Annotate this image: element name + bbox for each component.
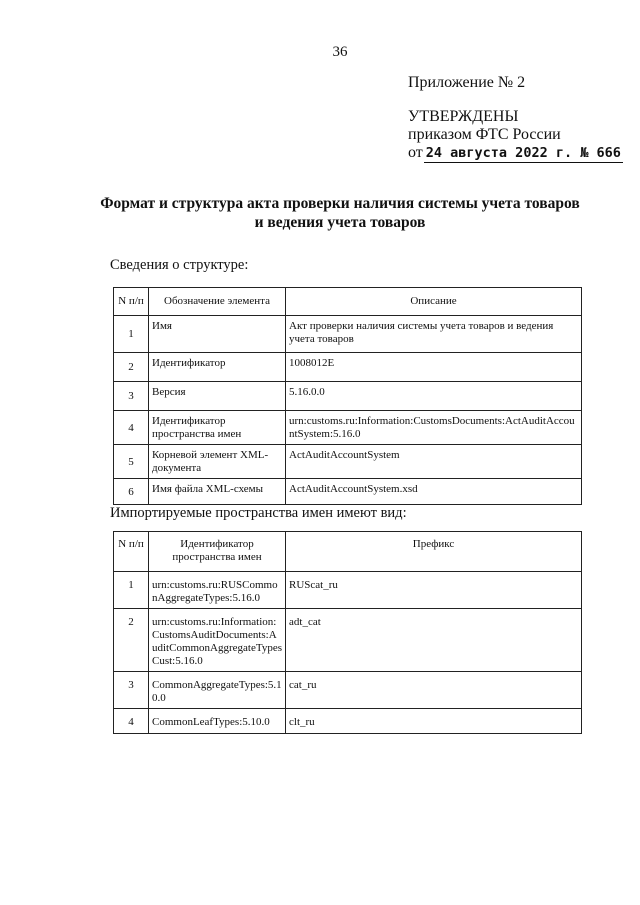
table-row: [114, 382, 582, 411]
table-row: [114, 316, 582, 353]
appendix-label: Приложение № 2: [408, 74, 526, 91]
column-header: Идентификатор пространства имен: [149, 532, 286, 572]
table-header-row: [114, 532, 582, 572]
row-number: 2: [114, 609, 149, 672]
element-description: 5.16.0.0: [286, 382, 582, 411]
approved-date-line: [408, 144, 623, 163]
row-number: 6: [114, 479, 149, 505]
table-row: [114, 572, 582, 609]
row-number: 4: [114, 411, 149, 445]
document-title: Формат и структура акта проверки наличия системы учета товаров и ведения учета товаров: [100, 195, 580, 231]
namespace-id: CommonAggregateTypes:5.10.0: [149, 672, 286, 709]
row-number: 3: [114, 672, 149, 709]
table-row: [114, 672, 582, 709]
element-name: Корневой элемент XML-документа: [149, 445, 286, 479]
namespace-id: urn:customs.ru:RUSCommonAggregateTypes:5.16.0: [149, 572, 286, 609]
row-number: 3: [114, 382, 149, 411]
column-header: N п/п: [114, 288, 149, 316]
namespace-prefix: cat_ru: [286, 672, 582, 709]
element-description: urn:customs.ru:Information:CustomsDocuments:ActAuditAccountSystem:5.16.0: [286, 411, 582, 445]
table-row: [114, 353, 582, 382]
table-row: [114, 709, 582, 734]
table-row: [114, 609, 582, 672]
page-number: 36: [332, 44, 348, 60]
row-number: 4: [114, 709, 149, 734]
column-header: Обозначение элемента: [149, 288, 286, 316]
row-number: 2: [114, 353, 149, 382]
structure-caption: Сведения о структуре:: [110, 257, 249, 273]
namespace-prefix: clt_ru: [286, 709, 582, 734]
column-header: N п/п: [114, 532, 149, 572]
column-header: Префикс: [286, 532, 582, 572]
namespace-prefix: adt_cat: [286, 609, 582, 672]
element-description: 1008012E: [286, 353, 582, 382]
approval-block: [408, 108, 623, 163]
approved-date-prefix: от: [408, 144, 423, 161]
element-name: Имя: [149, 316, 286, 353]
table-row: [114, 479, 582, 505]
table-header-row: [114, 288, 582, 316]
table-row: [114, 445, 582, 479]
element-description: ActAuditAccountSystem: [286, 445, 582, 479]
element-name: Идентификатор пространства имен: [149, 411, 286, 445]
row-number: 1: [114, 572, 149, 609]
element-name: Версия: [149, 382, 286, 411]
element-name: Идентификатор: [149, 353, 286, 382]
namespace-id: CommonLeafTypes:5.10.0: [149, 709, 286, 734]
namespace-id: urn:customs.ru:Information:CustomsAuditDocuments:AuditCommonAggregateTypesCust:5.16.0: [149, 609, 286, 672]
column-header: Описание: [286, 288, 582, 316]
namespace-prefix: RUScat_ru: [286, 572, 582, 609]
row-number: 5: [114, 445, 149, 479]
approved-heading: УТВЕРЖДЕНЫ: [408, 108, 519, 125]
element-description: ActAuditAccountSystem.xsd: [286, 479, 582, 505]
table-row: [114, 411, 582, 445]
element-description: Акт проверки наличия системы учета товаров и ведения учета товаров: [286, 316, 582, 353]
element-name: Имя файла XML-схемы: [149, 479, 286, 505]
row-number: 1: [114, 316, 149, 353]
approved-date: 24 августа 2022 г. № 666: [425, 145, 621, 161]
namespaces-table: [113, 531, 582, 734]
structure-table: [113, 287, 582, 505]
approved-by: приказом ФТС России: [408, 126, 561, 143]
namespaces-caption: Импортируемые пространства имен имеют вид:: [110, 505, 407, 521]
